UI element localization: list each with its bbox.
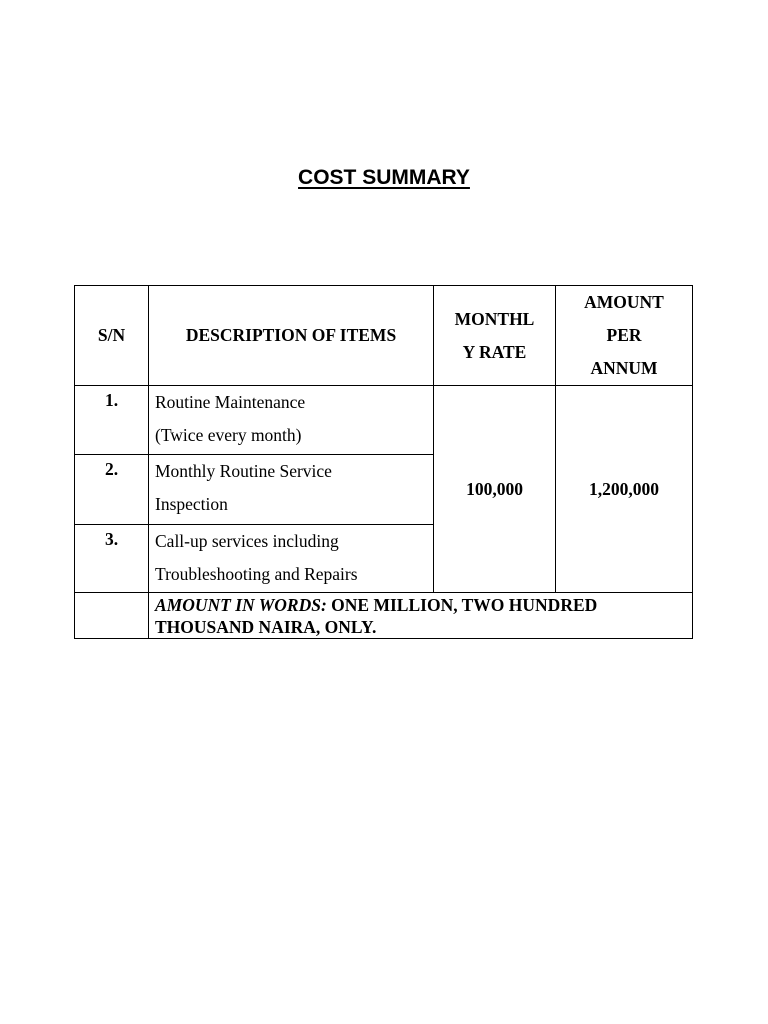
description-word: Service [279, 461, 332, 481]
table-row [75, 386, 693, 455]
header-monthly-line1: MONTHL [454, 308, 535, 329]
header-sn: S/N [75, 286, 149, 386]
header-amount-line3: ANNUM [590, 358, 658, 378]
cost-summary-table [74, 285, 693, 639]
amount-in-words-row [75, 593, 693, 639]
description-word: Routine [219, 461, 276, 481]
header-description: DESCRIPTION OF ITEMS [149, 286, 434, 386]
description-line: Inspection [155, 494, 228, 514]
row-sn: 3. [75, 525, 149, 593]
amount-in-words-label: AMOUNT IN WORDS: [155, 595, 327, 615]
amount-in-words-value: ONE MILLION, TWO HUNDRED THOUSAND NAIRA, ONLY. [155, 595, 598, 637]
header-amount-line2: PER [606, 325, 642, 345]
description-word: including [272, 531, 339, 551]
empty-sn-cell [75, 593, 149, 639]
row-description [149, 455, 434, 525]
header-amount-line1: AMOUNT [584, 292, 664, 312]
description-line: Troubleshooting and Repairs [155, 564, 358, 584]
description-word: services [211, 531, 269, 551]
header-amount-per-annum [556, 286, 693, 386]
description-line [155, 525, 427, 558]
table-header-row [75, 286, 693, 386]
row-description [149, 525, 434, 593]
row-description [149, 386, 434, 455]
description-word: Monthly [155, 461, 216, 481]
page-title: COST SUMMARY [298, 166, 470, 189]
monthly-rate-value: 100,000 [434, 386, 556, 593]
description-word: Call-up [155, 531, 208, 551]
header-monthly-line2: Y RATE [462, 341, 527, 362]
row-sn: 1. [75, 386, 149, 455]
amount-per-annum-value: 1,200,000 [556, 386, 693, 593]
amount-in-words [149, 593, 693, 639]
description-line: Routine Maintenance [155, 392, 306, 412]
row-sn: 2. [75, 455, 149, 525]
header-monthly-rate [434, 286, 556, 386]
description-line [155, 455, 427, 488]
description-line: (Twice every month) [155, 425, 302, 445]
